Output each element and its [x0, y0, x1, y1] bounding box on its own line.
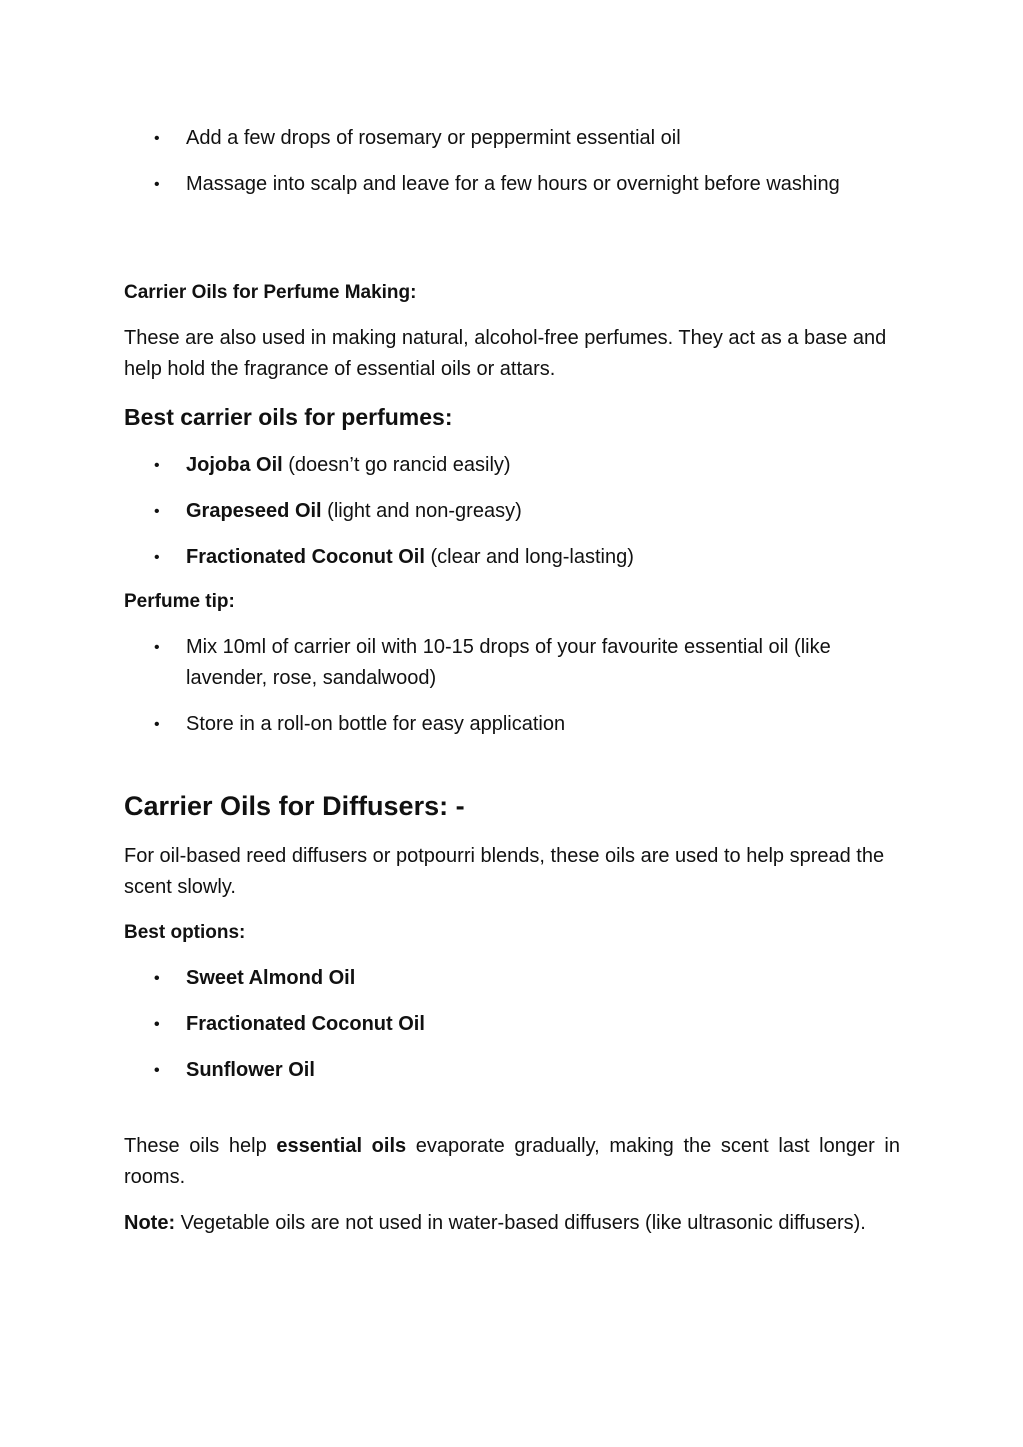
list-item: • Grapeseed Oil (light and non-greasy) — [154, 500, 522, 522]
best-perfume-oils-heading: Best carrier oils for perfumes: — [124, 404, 453, 430]
diffuser-intro: For oil-based reed diffusers or potpourri blends, these oils are used to help spread the scent slowly. — [124, 845, 885, 898]
list-item: • Store in a roll-on bottle for easy application — [154, 713, 566, 735]
scalp-tips-list — [124, 123, 900, 200]
list-item: • Sunflower Oil — [154, 1059, 315, 1081]
list-item: • Add a few drops of rosemary or peppermint essential oil — [154, 127, 681, 149]
perfume-tip-list — [124, 632, 900, 740]
list-item: • Massage into scalp and leave for a few hours or overnight before washing — [154, 173, 840, 195]
diffuser-options-list — [124, 963, 900, 1086]
diffuser-section-heading: Carrier Oils for Diffusers: - — [124, 791, 465, 821]
diffuser-closing-paragraph: These oils help essential oils evaporate gradually, making the scent last longer in rooms. — [124, 1135, 901, 1188]
perfume-section-heading: Carrier Oils for Perfume Making: — [124, 282, 417, 303]
list-item: • Jojoba Oil (doesn’t go rancid easily) — [154, 454, 511, 476]
best-perfume-oils-list — [124, 450, 900, 573]
list-item: • Fractionated Coconut Oil — [154, 1013, 425, 1035]
list-item: • Sweet Almond Oil — [154, 967, 356, 989]
perfume-intro: These are also used in making natural, alcohol-free perfumes. They act as a base and help hold the fragrance of essential oils or attars. — [124, 327, 887, 380]
diffuser-note: Note: Vegetable oils are not used in water-based diffusers (like ultrasonic diffusers). — [124, 1212, 866, 1234]
perfume-tip-heading: Perfume tip: — [124, 591, 235, 612]
list-item: • Fractionated Coconut Oil (clear and long-lasting) — [154, 546, 634, 568]
list-item: • Mix 10ml of carrier oil with 10-15 drops of your favourite essential oil (like lavender, rose, sandalwood) — [154, 636, 831, 689]
best-options-heading: Best options: — [124, 922, 246, 943]
